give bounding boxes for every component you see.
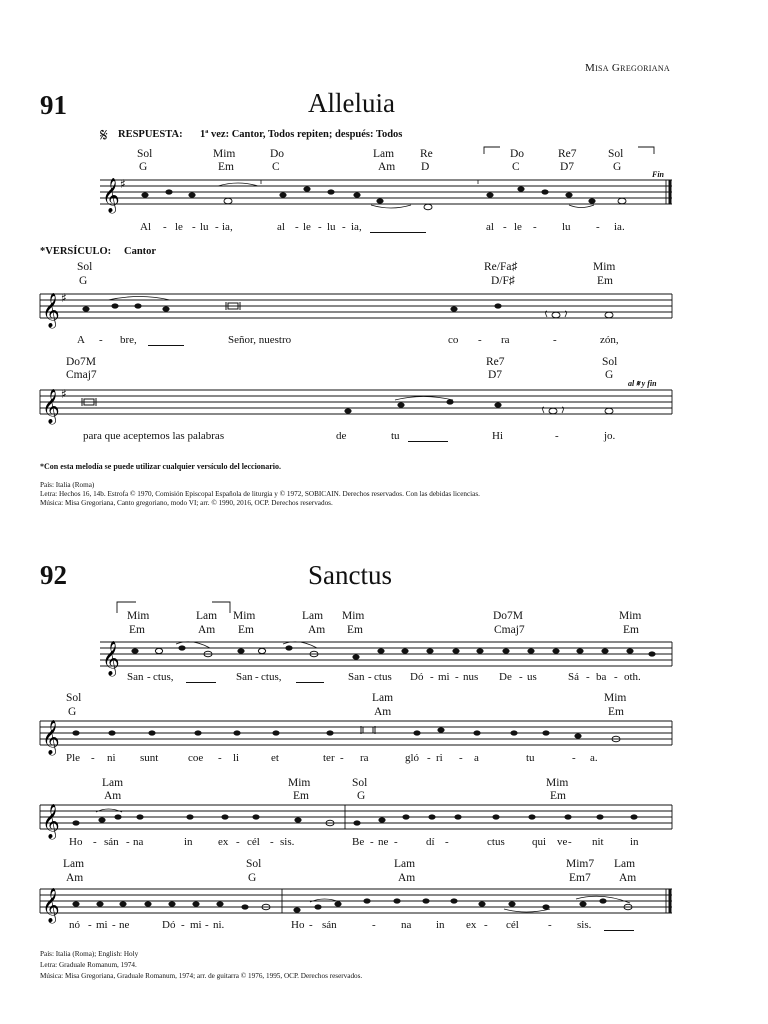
svg-text:𝄞: 𝄞 <box>42 804 60 839</box>
song-title: Alleluia <box>308 88 395 118</box>
chord-en: G <box>357 790 366 802</box>
lyric-syllable: - <box>553 334 557 346</box>
lyric-syllable: ia, <box>351 221 362 233</box>
chord-en: Em <box>608 706 624 718</box>
chord-en: Am <box>378 161 396 173</box>
svg-text:𝄞: 𝄞 <box>42 293 60 328</box>
lyric-syllable: San <box>236 671 253 683</box>
lyric-syllable: Hi <box>492 430 503 442</box>
lyric-syllable: coe <box>188 752 204 764</box>
lyric-syllable: ri <box>436 752 443 764</box>
credit-line: Música: Misa Gregoriana, Canto gregoriano, modo VI; arr. © 1990, 2016, OCP. Derechos reservados. <box>40 499 333 507</box>
lyric-syllable: - <box>99 334 103 346</box>
chord-en: Am <box>104 790 122 802</box>
chord-es: Sol <box>137 148 153 160</box>
lyric-syllable: sis. <box>280 836 295 848</box>
chord-en: D7 <box>488 369 503 381</box>
chord-es: Lam <box>614 858 636 870</box>
chord-en: G <box>139 161 148 173</box>
lyric-syllable: cél <box>247 836 260 848</box>
lyric-syllable: ctus, <box>261 671 282 683</box>
lyric-syllable: al <box>277 221 285 233</box>
chord-en: Em <box>347 624 363 636</box>
lyric-syllable: ctus, <box>153 671 174 683</box>
lyric-syllable: A <box>77 334 85 346</box>
lyric-syllable: - <box>205 919 209 931</box>
chord-es: Mim7 <box>566 858 595 870</box>
lyric-syllable: - <box>342 221 346 233</box>
chord-es: Mim <box>546 777 569 789</box>
lyric-syllable: al <box>486 221 494 233</box>
lyric-syllable: - <box>445 836 449 848</box>
lyric-syllable: mi <box>190 919 202 931</box>
lyric-syllable: ve <box>557 836 568 848</box>
lyric-syllable: nó <box>69 919 80 931</box>
lyric-syllable: Señor, nuestro <box>228 334 292 346</box>
chord-es: Lam <box>196 610 218 622</box>
chord-en: G <box>605 369 614 381</box>
lyric-syllable: - <box>555 430 559 442</box>
lyric-syllable: de <box>336 430 347 442</box>
chord-es: Sol <box>352 777 368 789</box>
chord-es: Re/Fa♯ <box>484 261 518 273</box>
lyric-syllable: - <box>533 221 537 233</box>
lyric-syllable: ctus <box>487 836 505 848</box>
lyric-syllable: co <box>448 334 459 346</box>
response-label: RESPUESTA: <box>118 129 183 140</box>
lyric-syllable: - <box>215 221 219 233</box>
svg-text:♯: ♯ <box>120 177 126 191</box>
lyric-syllable: San <box>348 671 365 683</box>
lyric-syllable: ne <box>378 836 389 848</box>
lyric-syllable: in <box>436 919 445 931</box>
lyric-syllable: sán <box>104 836 119 848</box>
lyric-syllable: - <box>192 221 196 233</box>
lyric-syllable: lu <box>200 221 209 233</box>
lyric-syllable: le <box>175 221 183 233</box>
response-instructions: 1ª vez: Cantor, Todos repiten; después: Todos <box>200 129 403 140</box>
lyric-syllable: mi <box>438 671 450 683</box>
lyric-syllable: - <box>295 221 299 233</box>
chord-en: D/F♯ <box>491 275 515 287</box>
lyric-syllable: - <box>368 671 372 683</box>
lyric-syllable: lu <box>562 221 571 233</box>
lyric-syllable: - <box>548 919 552 931</box>
verse-instructions: Cantor <box>124 246 157 257</box>
chord-es: Re7 <box>486 356 505 368</box>
lyric-syllable: le <box>303 221 311 233</box>
lyric-syllable: mi <box>96 919 108 931</box>
chord-en: G <box>248 872 257 884</box>
chord-en: Am <box>198 624 216 636</box>
lyric-syllable: - <box>218 752 222 764</box>
song-number: 91 <box>40 90 67 120</box>
lyric-syllable: - <box>586 671 590 683</box>
credit-line: Música: Misa Gregoriana, Graduale Romanum, 1974; arr. de guitarra © 1976, 1995, OCP. Derechos reservados. <box>40 972 363 980</box>
chord-en: Cmaj7 <box>66 369 97 381</box>
lyric-syllable: - <box>430 671 434 683</box>
chord-en: D7 <box>560 161 575 173</box>
chord-en: Am <box>308 624 326 636</box>
lyric-syllable: ne <box>119 919 130 931</box>
lyric-syllable: - <box>614 671 618 683</box>
book-section-header: Misa Gregoriana <box>585 62 670 74</box>
chord-es: Mim <box>593 261 616 273</box>
chord-es: Re <box>420 148 433 160</box>
lyric-syllable: - <box>126 836 130 848</box>
chord-es: Lam <box>394 858 416 870</box>
credit-line: Letra: Graduale Romanum, 1974. <box>40 961 137 969</box>
chord-es: Do7M <box>66 356 97 368</box>
chord-en: Em <box>238 624 254 636</box>
lyric-syllable: - <box>236 836 240 848</box>
chord-en: Em7 <box>569 872 591 884</box>
lyric-syllable: a <box>474 752 479 764</box>
lyric-syllable: Sá <box>568 671 579 683</box>
svg-text:𝄞: 𝄞 <box>102 641 120 676</box>
chord-es: Mim <box>619 610 642 622</box>
fin-mark: Fin <box>652 170 665 179</box>
lyric-syllable: - <box>340 752 344 764</box>
lyric-syllable: dí <box>426 836 435 848</box>
chord-es: Mim <box>213 148 236 160</box>
verse-label: *VERSÍCULO: <box>40 246 112 257</box>
chord-en: Cmaj7 <box>494 624 525 636</box>
lyric-syllable: - <box>478 334 482 346</box>
lyric-syllable: oth. <box>624 671 641 683</box>
lyric-syllable: - <box>503 221 507 233</box>
lyric-syllable: sunt <box>140 752 159 764</box>
lyric-syllable: - <box>181 919 185 931</box>
chord-es: Sol <box>66 692 82 704</box>
chord-en: G <box>68 706 77 718</box>
lyric-syllable: - <box>519 671 523 683</box>
lyric-syllable: ni. <box>213 919 225 931</box>
lyric-syllable: De <box>499 671 512 683</box>
footnote: *Con esta melodía se puede utilizar cualquier versículo del leccionario. <box>40 462 282 471</box>
chord-es: Do7M <box>493 610 524 622</box>
lyric-syllable: us <box>527 671 537 683</box>
svg-text:𝄞: 𝄞 <box>42 389 60 424</box>
chord-es: Lam <box>373 148 395 160</box>
chord-es: Lam <box>102 777 124 789</box>
lyric-syllable: nit <box>592 836 604 848</box>
chord-en: Am <box>398 872 416 884</box>
lyric-syllable: ra <box>501 334 510 346</box>
lyric-syllable: lu <box>327 221 336 233</box>
lyric-syllable: - <box>455 671 459 683</box>
lyric-syllable: - <box>572 752 576 764</box>
song-number: 92 <box>40 560 67 590</box>
lyric-syllable: Ho <box>69 836 83 848</box>
lyric-syllable: cél <box>506 919 519 931</box>
chord-en: Am <box>374 706 392 718</box>
svg-text:𝄞: 𝄞 <box>42 720 60 755</box>
svg-text:♯: ♯ <box>61 387 67 401</box>
lyric-syllable: tu <box>526 752 535 764</box>
lyric-syllable: - <box>568 836 572 848</box>
lyric-syllable: tu <box>391 430 400 442</box>
chord-es: Sol <box>77 261 93 273</box>
lyric-syllable: - <box>112 919 116 931</box>
chord-es: Re7 <box>558 148 577 160</box>
chord-es: Lam <box>63 858 85 870</box>
song-title: Sanctus <box>308 560 392 590</box>
lyric-syllable: - <box>309 919 313 931</box>
svg-text:♯: ♯ <box>61 291 67 305</box>
chord-en: G <box>613 161 622 173</box>
melisma-line <box>604 930 634 931</box>
svg-text:𝄞: 𝄞 <box>102 178 120 213</box>
lyric-syllable: - <box>163 221 167 233</box>
chord-es: Mim <box>233 610 256 622</box>
chord-en: D <box>421 161 430 173</box>
lyric-syllable: - <box>370 836 374 848</box>
chord-es: Sol <box>602 356 618 368</box>
chord-es: Mim <box>288 777 311 789</box>
lyric-syllable: ter <box>323 752 335 764</box>
lyric-syllable: Be <box>352 836 365 848</box>
lyric-syllable: Ho <box>291 919 305 931</box>
lyric-syllable: ra <box>360 752 369 764</box>
lyric-syllable: - <box>147 671 151 683</box>
lyric-syllable: - <box>596 221 600 233</box>
lyric-syllable: sis. <box>577 919 592 931</box>
chord-en: Em <box>293 790 309 802</box>
lyric-syllable: qui <box>532 836 547 848</box>
lyric-syllable: - <box>91 752 95 764</box>
chord-es: Do <box>270 148 285 160</box>
lyric-syllable: Dó <box>410 671 424 683</box>
lyric-syllable: - <box>88 919 92 931</box>
chord-es: Do <box>510 148 525 160</box>
lyric-syllable: nus <box>463 671 479 683</box>
chord-es: Mim <box>127 610 150 622</box>
lyric-syllable: Dó <box>162 919 176 931</box>
chord-en: Em <box>623 624 639 636</box>
lyric-syllable: ia, <box>222 221 233 233</box>
chord-es: Mim <box>604 692 627 704</box>
chord-en: Em <box>550 790 566 802</box>
al-segno-y-fin-mark: al 𝄋 y fin <box>628 379 657 388</box>
lyric-syllable: - <box>459 752 463 764</box>
lyric-syllable: ba <box>596 671 607 683</box>
chord-es: Sol <box>246 858 262 870</box>
chord-en: C <box>272 161 280 173</box>
lyric-syllable: ex <box>466 919 477 931</box>
lyric-syllable: na <box>401 919 412 931</box>
lyric-syllable: bre, <box>120 334 137 346</box>
segno-icon: 𝄋 <box>100 125 108 145</box>
lyric-syllable: - <box>394 836 398 848</box>
lyric-syllable: gló <box>405 752 420 764</box>
chord-es: Mim <box>342 610 365 622</box>
lyric-syllable: - <box>484 919 488 931</box>
chord-en: Em <box>597 275 613 287</box>
chord-es: Lam <box>302 610 324 622</box>
lyric-syllable: jo. <box>604 430 616 442</box>
credit-line: País: Italia (Roma) <box>40 481 95 489</box>
lyric-syllable: et <box>271 752 279 764</box>
chord-en: C <box>512 161 520 173</box>
lyric-syllable: - <box>93 836 97 848</box>
chord-es: Lam <box>372 692 394 704</box>
chord-en: Em <box>129 624 145 636</box>
lyric-syllable: - <box>372 919 376 931</box>
lyric-syllable: San <box>127 671 144 683</box>
lyric-syllable: a. <box>590 752 598 764</box>
lyric-syllable: Ple <box>66 752 81 764</box>
lyric-syllable: zón, <box>600 334 619 346</box>
lyric-syllable: le <box>514 221 522 233</box>
chord-es: Sol <box>608 148 624 160</box>
lyric-syllable: Al <box>140 221 151 233</box>
chord-en: Am <box>66 872 84 884</box>
lyric-syllable: li <box>233 752 240 764</box>
svg-text:𝄞: 𝄞 <box>42 888 60 923</box>
lyric-syllable: na <box>133 836 144 848</box>
lyric-syllable: - <box>318 221 322 233</box>
chord-en: Am <box>619 872 637 884</box>
lyric-syllable: ia. <box>614 221 625 233</box>
lyric-syllable: ctus <box>374 671 392 683</box>
lyric-syllable: para que aceptemos las palabras <box>83 430 225 442</box>
lyric-syllable: ex <box>218 836 229 848</box>
lyric-syllable: in <box>630 836 639 848</box>
credit-line: País: Italia (Roma); English: Holy <box>40 950 139 958</box>
lyric-syllable: in <box>184 836 193 848</box>
chord-en: G <box>79 275 88 287</box>
lyric-syllable: ni <box>107 752 116 764</box>
lyric-syllable: sán <box>322 919 337 931</box>
lyric-syllable: - <box>270 836 274 848</box>
lyric-syllable: - <box>255 671 259 683</box>
lyric-syllable: - <box>427 752 431 764</box>
chord-en: Em <box>218 161 234 173</box>
credit-line: Letra: Hechos 16, 14b. Estrofa © 1970, Comisión Episcopal Española de liturgia y © 1972, SOBICAIN. Derechos reservados. Con las debidas licencias. <box>40 490 480 498</box>
